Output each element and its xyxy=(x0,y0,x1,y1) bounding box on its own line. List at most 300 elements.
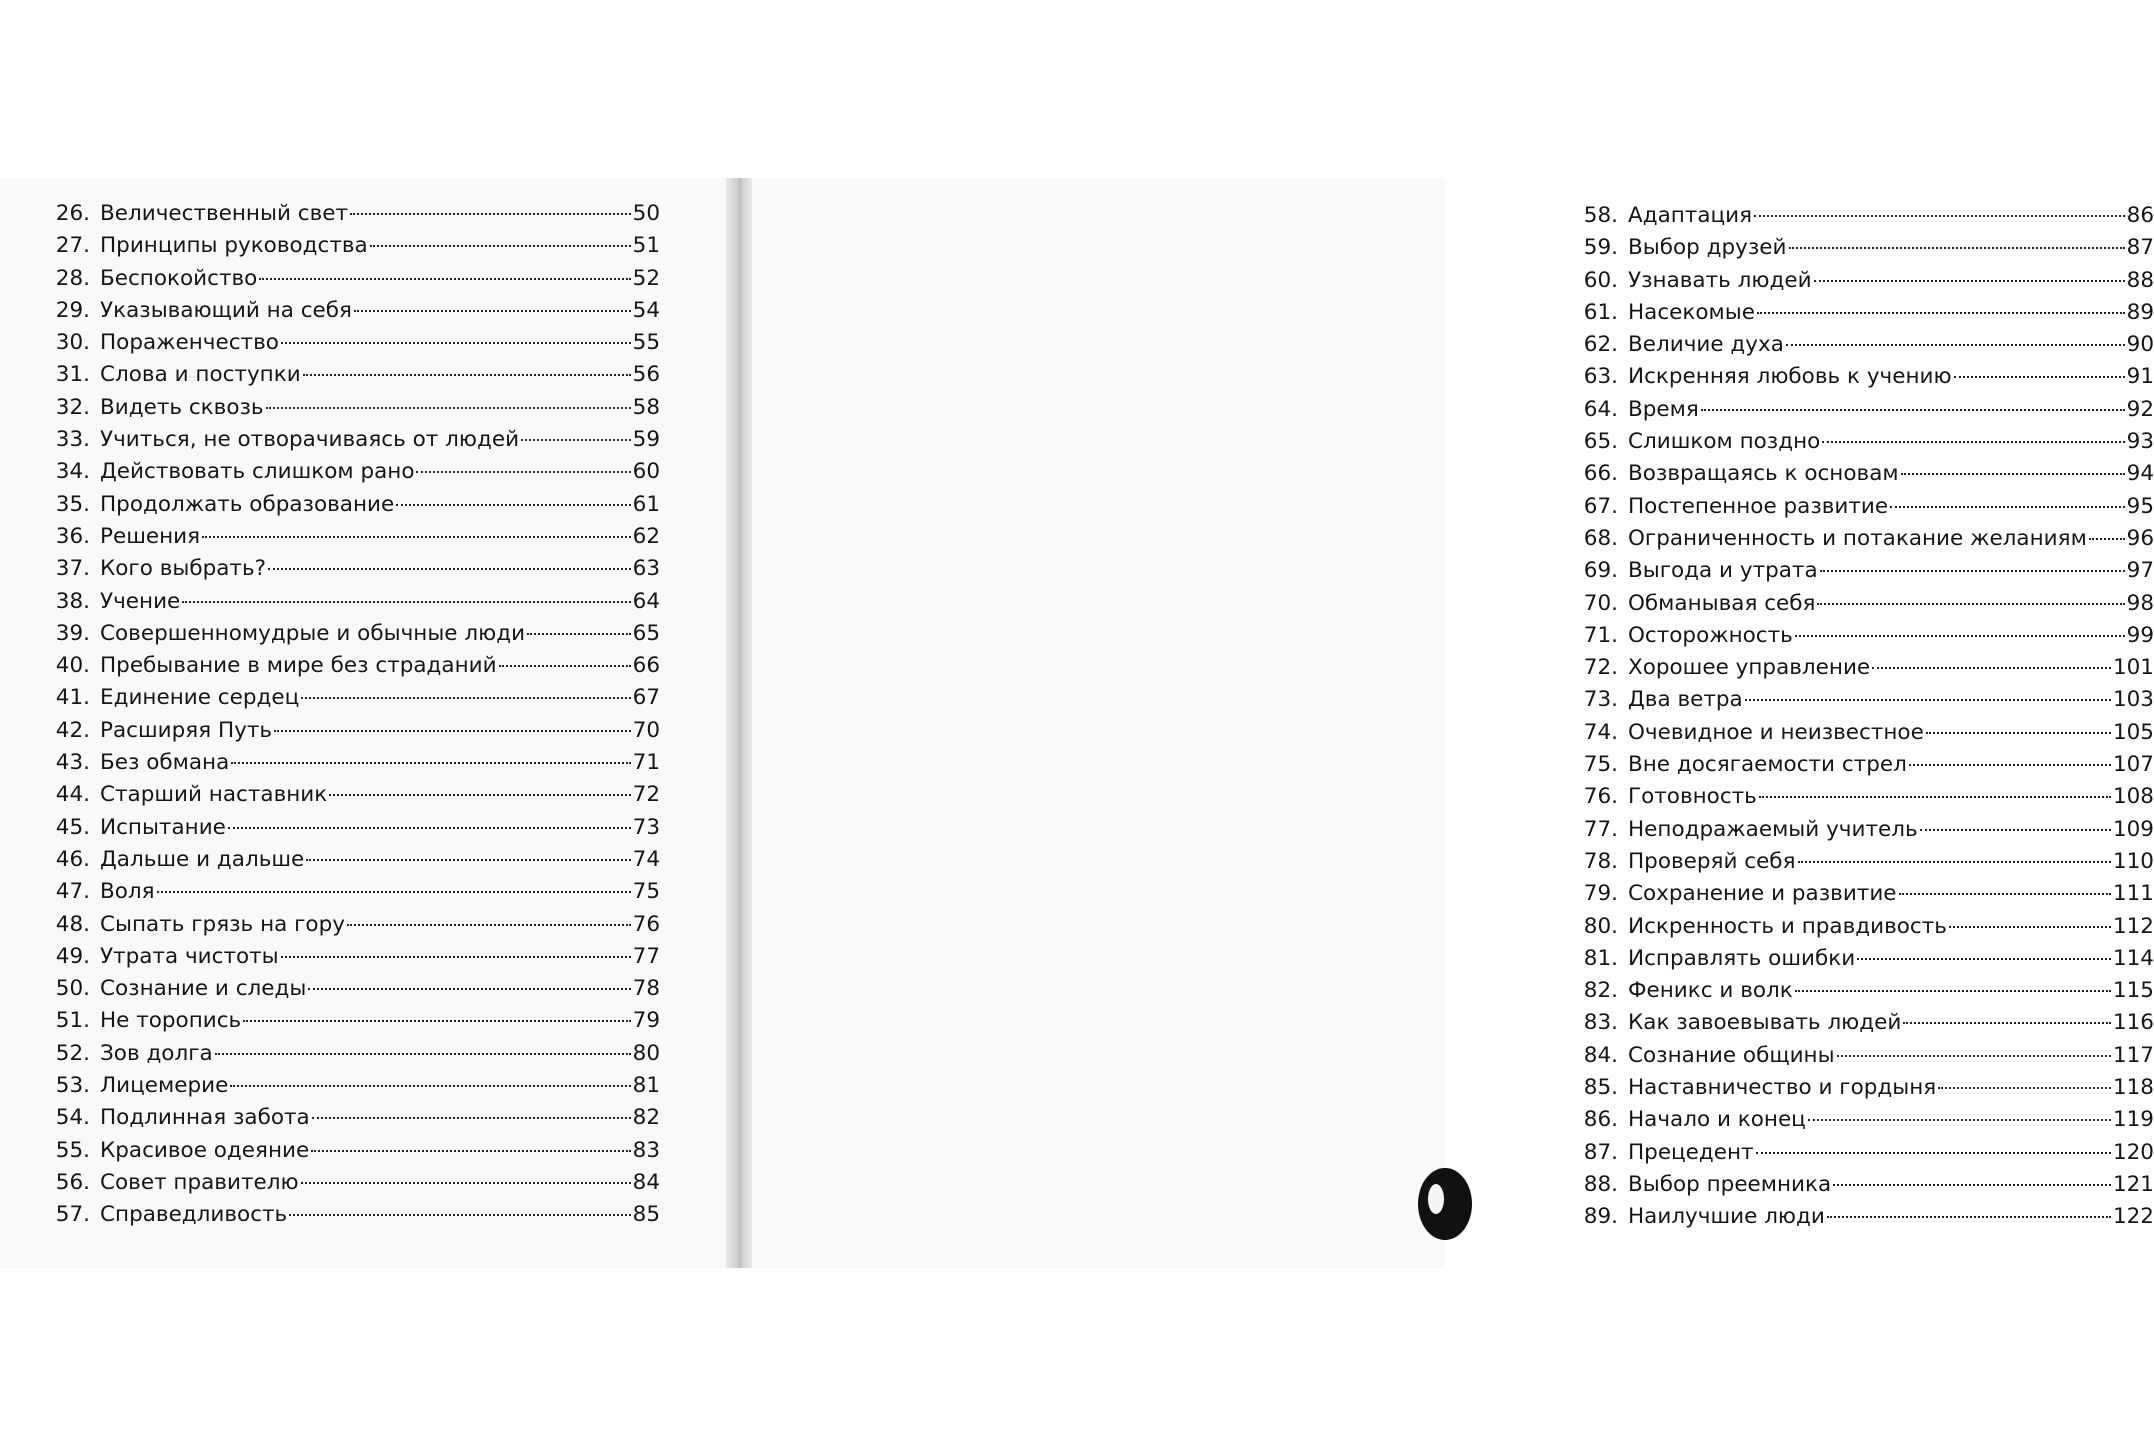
toc-entry-title: Справедливость xyxy=(100,1202,288,1228)
dot-leader xyxy=(1920,829,2111,831)
toc-entry-number: 61. xyxy=(1583,299,1618,325)
dot-leader xyxy=(354,310,631,312)
toc-entry-title: Сохранение и развитие xyxy=(1628,881,1897,907)
open-book xyxy=(0,178,2154,1268)
toc-entry xyxy=(1568,200,2154,232)
toc-entry-number: 82. xyxy=(1583,978,1618,1004)
dot-leader xyxy=(259,278,630,280)
toc-entry-page: 82 xyxy=(632,1105,660,1131)
toc-entry-page: 109 xyxy=(2112,816,2154,842)
toc-entry-title: Совет правителю xyxy=(100,1169,299,1195)
toc-entry-title: Без обмана xyxy=(100,750,230,776)
toc-entry-page: 63 xyxy=(632,556,660,582)
dot-leader xyxy=(1757,312,2125,314)
toc-entry-number: 37. xyxy=(55,556,90,582)
dot-leader xyxy=(1745,699,2111,701)
toc-entry-page: 70 xyxy=(632,717,660,743)
toc-entry-number: 73. xyxy=(1583,687,1618,713)
dot-leader xyxy=(396,504,630,506)
toc-entry xyxy=(1568,265,2154,297)
toc-entry-number: 48. xyxy=(55,911,90,937)
toc-entry xyxy=(1568,458,2154,490)
toc-entry xyxy=(36,586,660,618)
toc-entry-title: Проверяй себя xyxy=(1628,848,1796,874)
dot-leader xyxy=(308,988,630,990)
toc-entry-title: Осторожность xyxy=(1628,622,1793,648)
toc-entry-number: 33. xyxy=(55,427,90,453)
dot-leader xyxy=(281,956,631,958)
toc-entry xyxy=(36,973,660,1005)
toc-entry-title: Расширяя Путь xyxy=(100,717,273,743)
toc-entry-title: Как завоевывать людей xyxy=(1628,1010,1902,1036)
dot-leader xyxy=(281,342,631,344)
toc-entry-title: Действовать слишком рано xyxy=(100,459,415,485)
toc-entry xyxy=(1568,652,2154,684)
toc-entry-title: Воля xyxy=(100,879,155,905)
dot-leader xyxy=(1786,344,2125,346)
toc-entry-number: 54. xyxy=(55,1105,90,1131)
toc-entry-page: 101 xyxy=(2112,655,2154,681)
toc-entry-title: Величественный свет xyxy=(100,201,349,226)
toc-entry-number: 50. xyxy=(55,976,90,1002)
toc-entry-title: Единение сердец xyxy=(100,685,300,711)
toc-entry-number: 51. xyxy=(55,1008,90,1034)
toc-entry-number: 39. xyxy=(55,620,90,646)
toc-entry-page: 92 xyxy=(2126,396,2154,422)
toc-entry-title: Выбор друзей xyxy=(1628,235,1787,261)
toc-entry-number: 27. xyxy=(55,233,90,259)
toc-entry-number: 49. xyxy=(55,943,90,969)
toc-entry-page: 117 xyxy=(2112,1042,2154,1068)
toc-entry-title: Видеть сквозь xyxy=(100,394,264,420)
toc-entry-number: 29. xyxy=(55,297,90,323)
toc-entry xyxy=(36,456,660,488)
toc-entry xyxy=(36,1038,660,1070)
toc-entry-number: 44. xyxy=(55,782,90,808)
toc-entry-number: 65. xyxy=(1583,429,1618,455)
toc-entry-page: 114 xyxy=(2112,945,2154,971)
toc-entry xyxy=(1568,1007,2154,1039)
dot-leader xyxy=(1833,1184,2111,1186)
toc-entry-number: 78. xyxy=(1583,848,1618,874)
toc-entry-page: 103 xyxy=(2112,687,2154,713)
toc-entry-page: 91 xyxy=(2126,364,2154,390)
toc-entry-number: 38. xyxy=(55,588,90,614)
toc-entry xyxy=(1568,361,2154,393)
toc-entry-title: Неподражаемый учитель xyxy=(1628,816,1918,842)
toc-entry-page: 94 xyxy=(2126,461,2154,487)
toc-entry-page: 75 xyxy=(632,879,660,905)
toc-entry-number: 87. xyxy=(1583,1139,1618,1165)
toc-entry xyxy=(36,198,660,230)
dot-leader xyxy=(2089,538,2125,540)
toc-entry-number: 32. xyxy=(55,394,90,420)
toc-entry-title: Постепенное развитие xyxy=(1628,493,1889,519)
toc-entry-number: 67. xyxy=(1583,493,1618,519)
dot-leader xyxy=(1857,958,2111,960)
toc-entry-page: 61 xyxy=(632,491,660,517)
toc-entry-number: 59. xyxy=(1583,235,1618,261)
toc-entry-number: 42. xyxy=(55,717,90,743)
toc-entry-title: Готовность xyxy=(1628,784,1757,810)
toc-entry xyxy=(36,489,660,521)
toc-entry-title: Совершенномудрые и обычные люди xyxy=(100,620,526,646)
toc-entry-title: Зов долга xyxy=(100,1040,213,1066)
ink-blot xyxy=(1418,1168,1472,1240)
toc-entry xyxy=(36,521,660,553)
toc-entry-page: 51 xyxy=(632,233,660,259)
toc-entry-page: 83 xyxy=(632,1137,660,1163)
toc-entry-title: Исправлять ошибки xyxy=(1628,945,1856,971)
toc-entry-number: 26. xyxy=(55,201,90,226)
toc-entry-page: 50 xyxy=(632,201,660,226)
toc-entry xyxy=(36,1070,660,1102)
dot-leader xyxy=(1949,926,2111,928)
toc-entry-page: 67 xyxy=(632,685,660,711)
toc-entry-number: 74. xyxy=(1583,719,1618,745)
toc-entry xyxy=(1568,523,2154,555)
toc-entry-number: 69. xyxy=(1583,558,1618,584)
toc-entry xyxy=(1568,555,2154,587)
toc-entry-page: 59 xyxy=(632,427,660,453)
toc-entry-number: 52. xyxy=(55,1040,90,1066)
toc-entry-number: 85. xyxy=(1583,1075,1618,1101)
toc-entry-number: 77. xyxy=(1583,816,1618,842)
toc-entry-number: 79. xyxy=(1583,881,1618,907)
dot-leader xyxy=(1789,247,2125,249)
toc-entry-number: 56. xyxy=(55,1169,90,1195)
book-gutter xyxy=(726,178,754,1268)
toc-entry-title: Два ветра xyxy=(1628,687,1743,713)
toc-entry-page: 115 xyxy=(2112,978,2154,1004)
toc-entry xyxy=(1568,684,2154,716)
toc-entry-page: 80 xyxy=(632,1040,660,1066)
toc-entry xyxy=(1568,749,2154,781)
dot-leader xyxy=(157,891,631,893)
toc-entry xyxy=(36,230,660,262)
toc-entry-title: Феникс и волк xyxy=(1628,978,1793,1004)
toc-entry-page: 116 xyxy=(2112,1010,2154,1036)
toc-entry-title: Хорошее управление xyxy=(1628,655,1871,681)
toc-entry-title: Искренность и правдивость xyxy=(1628,913,1947,939)
toc-list-left xyxy=(36,198,660,1232)
toc-entry-number: 84. xyxy=(1583,1042,1618,1068)
toc-entry-title: Искренняя любовь к учению xyxy=(1628,364,1952,390)
toc-entry-title: Дальше и дальше xyxy=(100,846,305,872)
toc-entry-page: 54 xyxy=(632,297,660,323)
toc-entry xyxy=(36,1005,660,1037)
toc-entry xyxy=(36,876,660,908)
dot-leader xyxy=(1901,473,2125,475)
toc-entry-number: 46. xyxy=(55,846,90,872)
toc-entry-number: 64. xyxy=(1583,396,1618,422)
toc-entry-title: Возвращаясь к основам xyxy=(1628,461,1899,487)
dot-leader xyxy=(1808,1119,2111,1121)
toc-entry-page: 89 xyxy=(2126,299,2154,325)
toc-entry-number: 58. xyxy=(1583,203,1618,228)
toc-entry-title: Пребывание в мире без страданий xyxy=(100,653,497,679)
toc-entry-page: 99 xyxy=(2126,622,2154,648)
left-page xyxy=(0,178,728,1268)
dot-leader xyxy=(370,245,631,247)
dot-leader xyxy=(1817,603,2124,605)
dot-leader xyxy=(303,374,631,376)
toc-entry-title: Пораженчество xyxy=(100,330,279,356)
dot-leader xyxy=(1899,893,2111,895)
toc-entry xyxy=(36,650,660,682)
toc-entry xyxy=(36,844,660,876)
toc-entry-page: 71 xyxy=(632,750,660,776)
toc-entry xyxy=(1568,975,2154,1007)
toc-entry xyxy=(1568,878,2154,910)
toc-entry-title: Учение xyxy=(100,588,181,614)
toc-entry xyxy=(1568,491,2154,523)
toc-entry-title: Указывающий на себя xyxy=(100,297,352,323)
toc-entry-number: 89. xyxy=(1583,1204,1618,1230)
dot-leader xyxy=(1814,280,2125,282)
toc-entry-page: 55 xyxy=(632,330,660,356)
dot-leader xyxy=(202,536,631,538)
dot-leader xyxy=(274,730,631,732)
toc-entry-title: Величие духа xyxy=(1628,332,1784,358)
dot-leader xyxy=(243,1020,630,1022)
toc-entry xyxy=(36,1102,660,1134)
toc-entry xyxy=(36,909,660,941)
toc-entry xyxy=(36,327,660,359)
toc-entry-title: Продолжать образование xyxy=(100,491,395,517)
toc-entry-page: 95 xyxy=(2126,493,2154,519)
toc-entry-title: Наставничество и гордыня xyxy=(1628,1075,1937,1101)
toc-entry-page: 76 xyxy=(632,911,660,937)
toc-entry-page: 93 xyxy=(2126,429,2154,455)
dot-leader xyxy=(329,794,630,796)
toc-entry-page: 79 xyxy=(632,1008,660,1034)
toc-entry-number: 57. xyxy=(55,1202,90,1228)
toc-entry xyxy=(36,747,660,779)
dot-leader xyxy=(268,568,631,570)
toc-entry-title: Вне досягаемости стрел xyxy=(1628,752,1907,778)
toc-entry-page: 66 xyxy=(632,653,660,679)
toc-entry-number: 88. xyxy=(1583,1171,1618,1197)
toc-entry xyxy=(36,941,660,973)
toc-entry-page: 118 xyxy=(2112,1075,2154,1101)
dot-leader xyxy=(230,1085,630,1087)
toc-entry-title: Узнавать людей xyxy=(1628,267,1812,293)
toc-entry xyxy=(36,359,660,391)
dot-leader xyxy=(1759,796,2111,798)
dot-leader xyxy=(1822,441,2124,443)
toc-entry xyxy=(36,553,660,585)
toc-entry-page: 120 xyxy=(2112,1139,2154,1165)
toc-entry-title: Испытание xyxy=(100,814,226,840)
toc-entry-title: Утрата чистоты xyxy=(100,943,279,969)
toc-entry-number: 71. xyxy=(1583,622,1618,648)
toc-entry-number: 76. xyxy=(1583,784,1618,810)
toc-entry xyxy=(1568,426,2154,458)
toc-entry-number: 34. xyxy=(55,459,90,485)
toc-entry-number: 47. xyxy=(55,879,90,905)
toc-entry xyxy=(36,392,660,424)
toc-entry-number: 62. xyxy=(1583,332,1618,358)
toc-entry-page: 73 xyxy=(632,814,660,840)
toc-entry-number: 80. xyxy=(1583,913,1618,939)
toc-entry-page: 56 xyxy=(632,362,660,388)
toc-entry-title: Обманывая себя xyxy=(1628,590,1816,616)
toc-entry-title: Время xyxy=(1628,396,1699,422)
toc-entry-title: Слишком поздно xyxy=(1628,429,1821,455)
dot-leader xyxy=(1890,506,2125,508)
toc-entry xyxy=(1568,1040,2154,1072)
dot-leader xyxy=(347,924,631,926)
toc-entry xyxy=(1568,1169,2154,1201)
toc-entry-title: Лицемерие xyxy=(100,1073,229,1099)
dot-leader xyxy=(301,697,630,699)
toc-entry-page: 85 xyxy=(632,1202,660,1228)
toc-entry xyxy=(36,424,660,456)
toc-entry-page: 60 xyxy=(632,459,660,485)
dot-leader xyxy=(1820,570,2125,572)
toc-entry-page: 88 xyxy=(2126,267,2154,293)
toc-entry xyxy=(36,1135,660,1167)
dot-leader xyxy=(1938,1087,2111,1089)
toc-entry-number: 75. xyxy=(1583,752,1618,778)
toc-entry-number: 30. xyxy=(55,330,90,356)
toc-entry-title: Выгода и утрата xyxy=(1628,558,1818,584)
toc-entry-page: 112 xyxy=(2112,913,2154,939)
toc-list-right xyxy=(1568,200,2154,1234)
toc-entry xyxy=(1568,394,2154,426)
toc-entry-number: 63. xyxy=(1583,364,1618,390)
toc-entry-number: 28. xyxy=(55,265,90,291)
toc-entry-number: 81. xyxy=(1583,945,1618,971)
dot-leader xyxy=(527,633,631,635)
toc-entry-page: 65 xyxy=(632,620,660,646)
dot-leader xyxy=(1872,667,2111,669)
toc-entry-title: Ограниченность и потакание желаниям xyxy=(1628,525,2087,551)
toc-entry-page: 62 xyxy=(632,523,660,549)
toc-entry-title: Учиться, не отворачиваясь от людей xyxy=(100,427,520,453)
dot-leader xyxy=(289,1214,630,1216)
toc-entry xyxy=(36,295,660,327)
toc-entry-title: Начало и конец xyxy=(1628,1107,1806,1133)
toc-entry-page: 72 xyxy=(632,782,660,808)
toc-entry-title: Слова и поступки xyxy=(100,362,301,388)
dot-leader xyxy=(416,471,630,473)
dot-leader xyxy=(1701,409,2125,411)
dot-leader xyxy=(350,213,631,215)
toc-entry-page: 52 xyxy=(632,265,660,291)
toc-entry-title: Решения xyxy=(100,523,201,549)
toc-entry xyxy=(1568,1201,2154,1233)
toc-entry-page: 110 xyxy=(2112,848,2154,874)
toc-entry-number: 70. xyxy=(1583,590,1618,616)
toc-entry-number: 43. xyxy=(55,750,90,776)
right-page xyxy=(752,178,2154,1268)
dot-leader xyxy=(1926,732,2111,734)
toc-entry xyxy=(36,715,660,747)
toc-entry-title: Адаптация xyxy=(1628,203,1753,228)
toc-entry-page: 108 xyxy=(2112,784,2154,810)
dot-leader xyxy=(1837,1055,2111,1057)
toc-entry-page: 97 xyxy=(2126,558,2154,584)
toc-entry-number: 31. xyxy=(55,362,90,388)
toc-entry-title: Беспокойство xyxy=(100,265,258,291)
dot-leader xyxy=(1798,861,2111,863)
toc-entry-number: 35. xyxy=(55,491,90,517)
toc-entry-page: 90 xyxy=(2126,332,2154,358)
toc-entry xyxy=(1568,846,2154,878)
toc-entry-page: 78 xyxy=(632,976,660,1002)
toc-entry xyxy=(1568,297,2154,329)
toc-entry-page: 74 xyxy=(632,846,660,872)
toc-entry-title: Красивое одеяние xyxy=(100,1137,310,1163)
toc-entry-number: 60. xyxy=(1583,267,1618,293)
dot-leader xyxy=(1954,376,2125,378)
toc-entry-page: 107 xyxy=(2112,752,2154,778)
toc-entry xyxy=(1568,911,2154,943)
toc-entry-page: 96 xyxy=(2126,525,2154,551)
dot-leader xyxy=(1795,635,2125,637)
dot-leader xyxy=(228,827,631,829)
toc-entry xyxy=(1568,943,2154,975)
toc-entry-page: 77 xyxy=(632,943,660,969)
dot-leader xyxy=(301,1182,631,1184)
toc-entry-page: 119 xyxy=(2112,1107,2154,1133)
toc-entry xyxy=(1568,232,2154,264)
toc-entry xyxy=(36,779,660,811)
toc-entry-number: 45. xyxy=(55,814,90,840)
toc-entry-number: 41. xyxy=(55,685,90,711)
toc-entry-title: Старший наставник xyxy=(100,782,328,808)
toc-entry xyxy=(1568,588,2154,620)
dot-leader xyxy=(182,601,630,603)
toc-entry-title: Очевидное и неизвестное xyxy=(1628,719,1924,745)
toc-entry xyxy=(1568,329,2154,361)
toc-entry xyxy=(1568,1137,2154,1169)
dot-leader xyxy=(306,859,630,861)
toc-entry-number: 83. xyxy=(1583,1010,1618,1036)
dot-leader xyxy=(312,1117,631,1119)
toc-entry-number: 86. xyxy=(1583,1107,1618,1133)
toc-entry-title: Насекомые xyxy=(1628,299,1755,325)
toc-entry-page: 121 xyxy=(2112,1171,2154,1197)
toc-entry-title: Сознание и следы xyxy=(100,976,307,1002)
toc-entry-title: Кого выбрать? xyxy=(100,556,267,582)
toc-entry xyxy=(1568,814,2154,846)
toc-entry xyxy=(36,263,660,295)
toc-entry xyxy=(1568,1104,2154,1136)
dot-leader xyxy=(311,1150,630,1152)
toc-entry-page: 64 xyxy=(632,588,660,614)
toc-entry-title: Сознание общины xyxy=(1628,1042,1835,1068)
toc-entry-page: 58 xyxy=(632,394,660,420)
toc-entry-page: 98 xyxy=(2126,590,2154,616)
dot-leader xyxy=(266,407,631,409)
toc-entry-title: Сыпать грязь на гору xyxy=(100,911,345,937)
dot-leader xyxy=(215,1053,631,1055)
toc-entry xyxy=(36,812,660,844)
toc-entry-page: 84 xyxy=(632,1169,660,1195)
toc-entry xyxy=(36,682,660,714)
toc-entry-title: Подлинная забота xyxy=(100,1105,310,1131)
dot-leader xyxy=(499,665,631,667)
dot-leader xyxy=(231,762,630,764)
dot-leader xyxy=(1903,1022,2111,1024)
dot-leader xyxy=(1756,1152,2111,1154)
toc-entry-page: 111 xyxy=(2112,881,2154,907)
toc-entry-page: 81 xyxy=(632,1073,660,1099)
dot-leader xyxy=(521,439,631,441)
